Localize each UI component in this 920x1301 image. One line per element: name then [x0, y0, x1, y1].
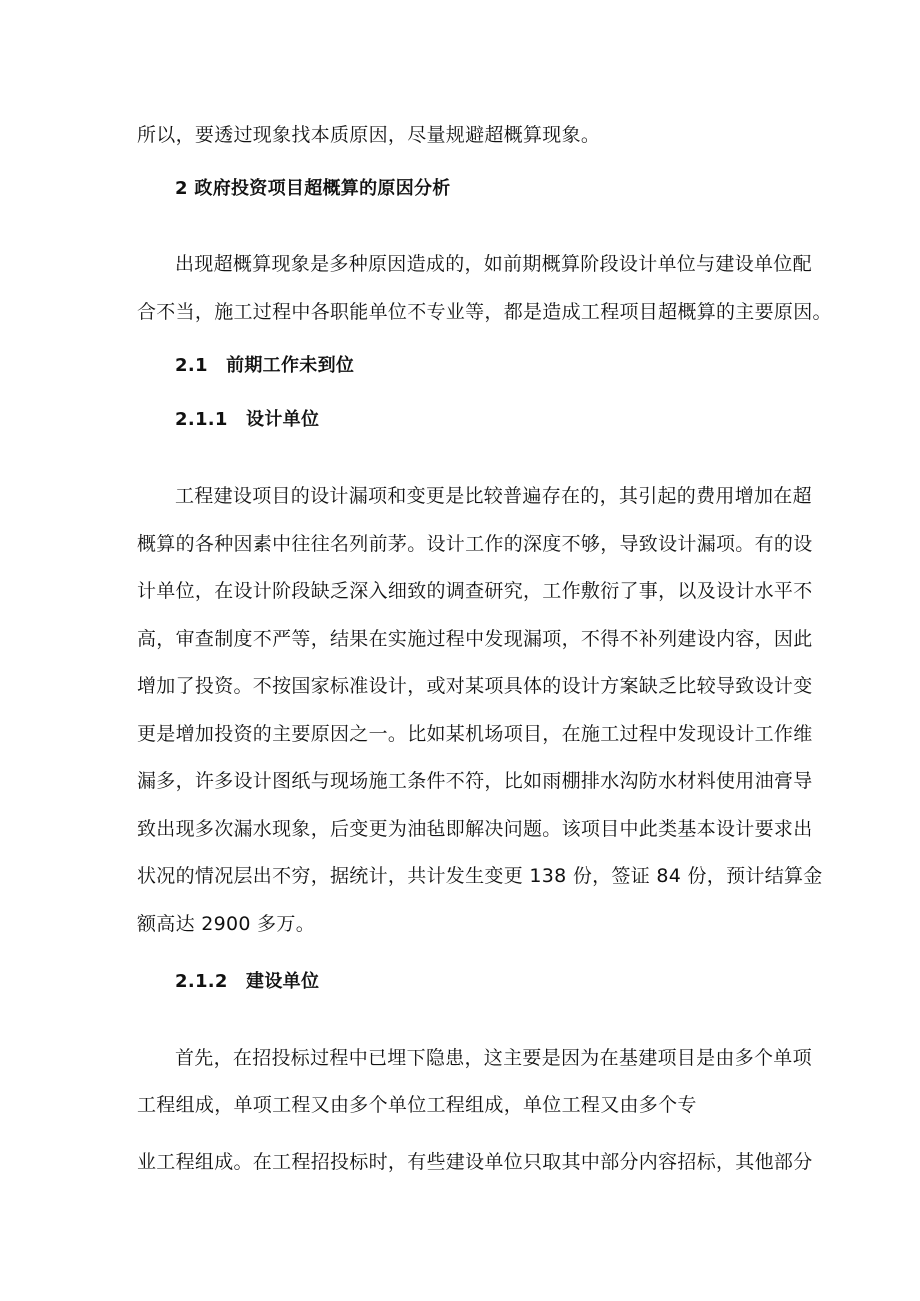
section-2-1-2-heading: 2.1.2 建设单位 — [175, 971, 320, 992]
section-2-1-1-para-line-6: 更是增加投资的主要原因之一。比如某机场项目，在施工过程中发现设计工作维 — [137, 723, 813, 745]
section-2-1-1-para-line-9: 状况的情况层出不穷，据统计，共计发生变更 138 份，签证 84 份，预计结算金 — [137, 865, 823, 887]
section-2-1-1-heading: 2.1.1 设计单位 — [175, 409, 320, 430]
section-2-para-line-1: 出现超概算现象是多种原因造成的，如前期概算阶段设计单位与建设单位配 — [175, 253, 812, 275]
section-2-1-heading: 2.1 前期工作未到位 — [175, 355, 355, 376]
section-2-1-2-para-line-2: 工程组成，单项工程又由多个单位工程组成，单位工程又由多个专 — [137, 1094, 697, 1116]
section-2-1-1-para-line-7: 漏多，许多设计图纸与现场施工条件不符，比如雨棚排水沟防水材料使用油膏导 — [137, 770, 813, 792]
section-2-para-line-2: 合不当，施工过程中各职能单位不专业等，都是造成工程项目超概算的主要原因。 — [137, 301, 832, 323]
section-2-1-1-para-line-10: 额高达 2900 多万。 — [137, 913, 316, 935]
section-2-1-2-para-line-1: 首先，在招投标过程中已埋下隐患，这主要是因为在基建项目是由多个单项 — [175, 1047, 812, 1069]
section-2-1-1-para-line-8: 致出现多次漏水现象，后变更为油毡即解决问题。该项目中此类基本设计要求出 — [137, 818, 813, 840]
intro-line: 所以，要透过现象找本质原因，尽量规避超概算现象。 — [137, 124, 601, 146]
section-2-heading: 2 政府投资项目超概算的原因分析 — [175, 178, 451, 199]
section-2-1-1-para-line-5: 增加了投资。不按国家标准设计，或对某项具体的设计方案缺乏比较导致设计变 — [137, 675, 813, 697]
section-2-1-2-para-line-3: 业工程组成。在工程招投标时，有些建设单位只取其中部分内容招标，其他部分 — [137, 1151, 813, 1173]
section-2-1-1-para-line-1: 工程建设项目的设计漏项和变更是比较普遍存在的，其引起的费用增加在超 — [175, 485, 812, 507]
section-2-1-1-para-line-3: 计单位，在设计阶段缺乏深入细致的调查研究，工作敷衍了事，以及设计水平不 — [137, 580, 813, 602]
section-2-1-1-para-line-2: 概算的各种因素中往往名列前茅。设计工作的深度不够，导致设计漏项。有的设 — [137, 533, 813, 555]
section-2-1-1-para-line-4: 高，审查制度不严等，结果在实施过程中发现漏项，不得不补列建设内容，因此 — [137, 628, 813, 650]
